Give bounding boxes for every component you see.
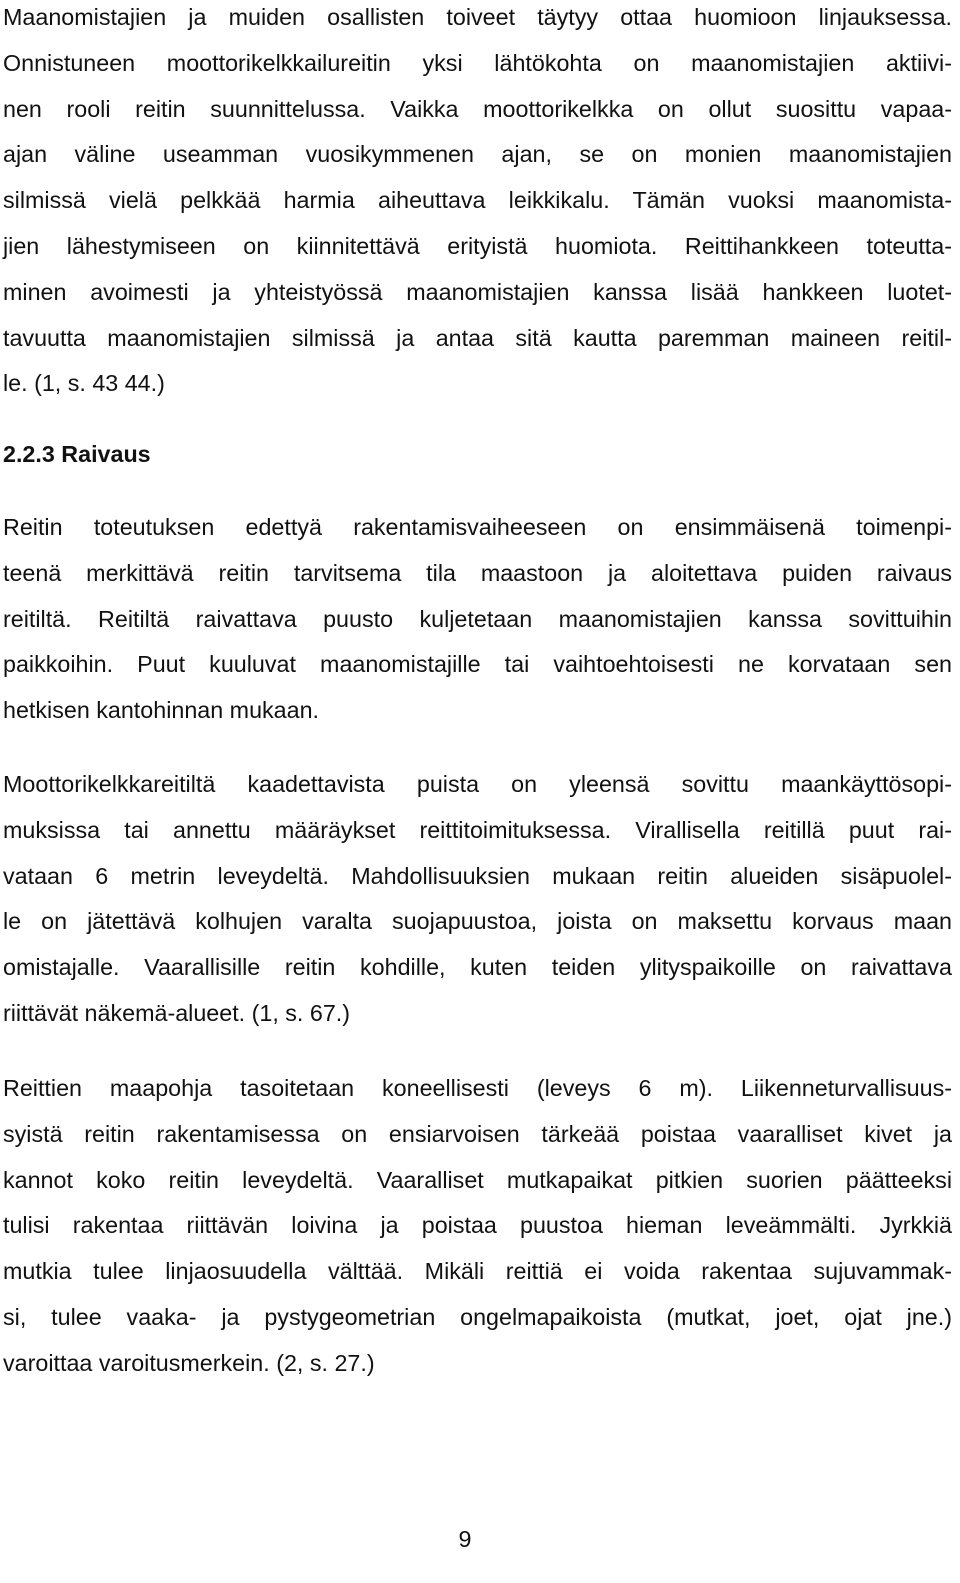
page-number: 9 (458, 1526, 472, 1552)
text-line: paikkoihin. Puut kuuluvat maanomistajille tai vaihtoehtoisesti ne korvataan sen (3, 651, 952, 678)
text-line: syistä reitin rakentamisessa on ensiarvoisen tärkeää poistaa vaaralliset kivet ja (3, 1120, 952, 1147)
text-line: ajan väline useamman vuosikymmenen ajan, se on monien maanomistajien (3, 141, 952, 168)
text-line: hetkisen kantohinnan mukaan. (3, 697, 320, 724)
text-line: le on jätettävä kolhujen varalta suojapuustoa, joista on maksettu korvaus maan (3, 908, 952, 935)
text-line: varoittaa varoitusmerkein. (2, s. 27.) (3, 1349, 375, 1376)
section-heading: 2.2.3 Raivaus (3, 441, 151, 467)
text-line: Maanomistajien ja muiden osallisten toiveet täytyy ottaa huomioon linjauksessa. (3, 4, 952, 30)
paragraph-ground-leveling (3, 1066, 952, 1387)
text-line: kannot koko reitin leveydeltä. Vaaralliset mutkapaikat pitkien suorien päätteeksi (3, 1166, 952, 1193)
text-line: minen avoimesti ja yhteistyössä maanomistajien kanssa lisää hankkeen luotet- (3, 278, 952, 305)
text-line: vataan 6 metrin leveydeltä. Mahdollisuuksien mukaan reitin alueiden sisäpuolel- (3, 862, 952, 889)
text-line: Reittien maapohja tasoitetaan koneellisesti (leveys 6 m). Liikenneturvallisuus- (3, 1075, 952, 1101)
text-line: si, tulee vaaka- ja pystygeometrian ongelmapaikoista (mutkat, joet, ojat jne.) (3, 1303, 952, 1330)
text-line: tavuutta maanomistajien silmissä ja antaa sitä kautta paremman maineen reitil- (3, 324, 952, 351)
text-line: muksissa tai annettu määräykset reittitoimituksessa. Virallisella reitillä puut rai- (3, 816, 952, 843)
text-line: tulisi rakentaa riittävän loivina ja poistaa puustoa hieman leveämmälti. Jyrkkiä (3, 1212, 952, 1239)
text-line: omistajalle. Vaarallisille reitin kohdille, kuten teiden ylityspaikoille on raivattava (3, 954, 952, 981)
text-line: riittävät näkemä-alueet. (1, s. 67.) (3, 999, 351, 1026)
paragraph-tree-felling (3, 762, 952, 1037)
text-line: teenä merkittävä reitin tarvitsema tila maastoon ja aloitettava puiden raivaus (3, 559, 952, 586)
text-line: mutkia tulee linjaosuudella välttää. Mikäli reittiä ei voida rakentaa sujuvammak- (3, 1258, 952, 1285)
text-line: le. (1, s. 43 44.) (3, 370, 165, 397)
paragraph-landowner-wishes (3, 0, 952, 407)
text-line: silmissä vielä pelkkää harmia aiheuttava leikkikalu. Tämän vuoksi maanomista- (3, 187, 952, 214)
text-line: jien lähestymiseen on kiinnitettävä erityistä huomiota. Reittihankkeen toteutta- (3, 232, 952, 259)
text-line: reitiltä. Reitiltä raivattava puusto kuljetetaan maanomistajien kanssa sovittuihin (3, 605, 952, 632)
paragraph-clearing-start (3, 505, 952, 734)
text-line: Moottorikelkkareitiltä kaadettavista puista on yleensä sovittu maankäyttösopi- (3, 771, 952, 797)
text-line: Reitin toteutuksen edettyä rakentamisvaiheeseen on ensimmäisenä toimenpi- (3, 514, 952, 540)
text-line: nen rooli reitin suunnittelussa. Vaikka moottorikelkka on ollut suosittu vapaa- (3, 95, 952, 122)
text-line: Onnistuneen moottorikelkkailureitin yksi lähtökohta on maanomistajien aktiivi- (3, 49, 952, 76)
